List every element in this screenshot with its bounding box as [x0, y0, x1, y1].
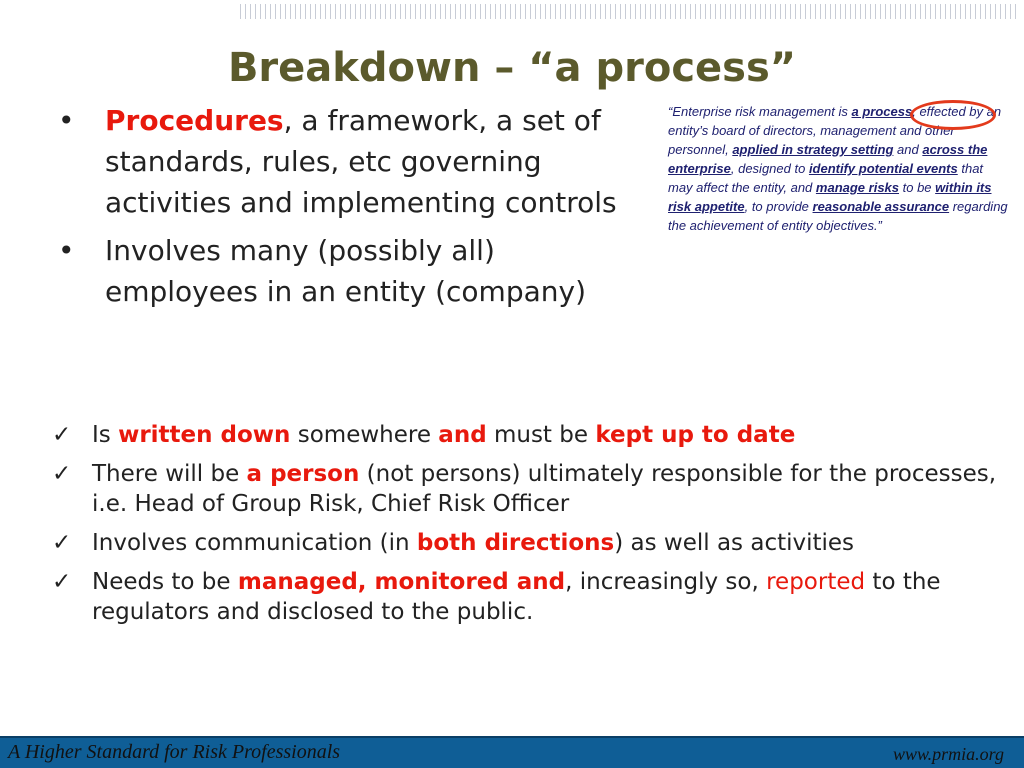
check-highlight: written down — [118, 422, 291, 448]
check-highlight: kept up to date — [595, 422, 796, 448]
checkmark-icon: ✓ — [52, 461, 72, 487]
quote-key-term: manage risks — [815, 180, 900, 195]
quote-key-term: applied in strategy setting — [732, 142, 894, 157]
quote-text: that may affect the entity, and — [668, 161, 984, 195]
quote-key-term: identify potential events — [808, 161, 958, 176]
header-stripes — [240, 4, 1020, 19]
quote-text: regarding the achievement of entity objectives.” — [668, 199, 1008, 233]
check-highlight: and — [438, 422, 487, 448]
bullet-item — [58, 230, 618, 312]
quote-text: , effected by an entity’s board of directors, management and other personnel, — [668, 104, 1002, 157]
bullet-icon: • — [58, 104, 75, 137]
footer-url: www.prmia.org — [892, 744, 1004, 764]
check-highlight: a person — [246, 461, 360, 487]
checkmark-icon: ✓ — [52, 422, 72, 448]
quote-text: , to provide — [744, 199, 813, 214]
check-text: must be — [486, 422, 596, 448]
check-text: (not persons) ultimately responsible for the processes, i.e. Head of Group Risk, Chief Risk Officer — [92, 461, 997, 517]
check-text: to the regulators and disclosed to the public. — [92, 569, 941, 625]
check-item — [52, 567, 1012, 627]
checkmark-icon: ✓ — [52, 530, 72, 556]
quote-key-term: a process — [851, 104, 913, 119]
bullet-text: Involves many (possibly all) employees in an entity (company) — [105, 234, 587, 308]
check-text: Involves communication (in — [92, 530, 417, 556]
check-highlight: reported — [766, 569, 866, 595]
quote-text: to be — [899, 180, 936, 195]
bullet-item — [58, 100, 618, 223]
check-item — [52, 420, 1012, 450]
quote-text: , designed to — [730, 161, 809, 176]
bullet-text: , a framework, a set of standards, rules, etc governing activities and implementing controls — [105, 104, 617, 219]
check-text: Is — [92, 422, 119, 448]
footer-tagline: A Higher Standard for Risk Professionals — [8, 741, 341, 763]
check-text: There will be — [92, 461, 247, 487]
quote-key-term: reasonable assurance — [812, 199, 950, 214]
quote-key-term: across the enterprise — [668, 142, 988, 176]
check-item — [52, 459, 1012, 519]
check-text: ) as well as activities — [614, 530, 855, 556]
checkmark-icon: ✓ — [52, 569, 72, 595]
main-bullet-list — [58, 100, 618, 319]
check-text: somewhere — [290, 422, 439, 448]
bullet-icon: • — [58, 234, 75, 267]
quote-text: and — [893, 142, 923, 157]
check-text: , increasingly so, — [565, 569, 767, 595]
slide-title: Breakdown – “a process” — [227, 45, 797, 91]
quote-key-term: within its risk appetite — [668, 180, 992, 214]
check-highlight: managed, monitored and — [237, 569, 566, 595]
quote-text: “Enterprise risk management is — [668, 104, 852, 119]
check-text: Needs to be — [92, 569, 238, 595]
checklist — [52, 420, 1012, 636]
bullet-highlight: Procedures — [105, 104, 284, 137]
highlight-circle — [910, 100, 996, 130]
check-highlight: both directions — [416, 530, 615, 556]
footer-bar — [0, 736, 1024, 768]
check-item — [52, 528, 1012, 558]
